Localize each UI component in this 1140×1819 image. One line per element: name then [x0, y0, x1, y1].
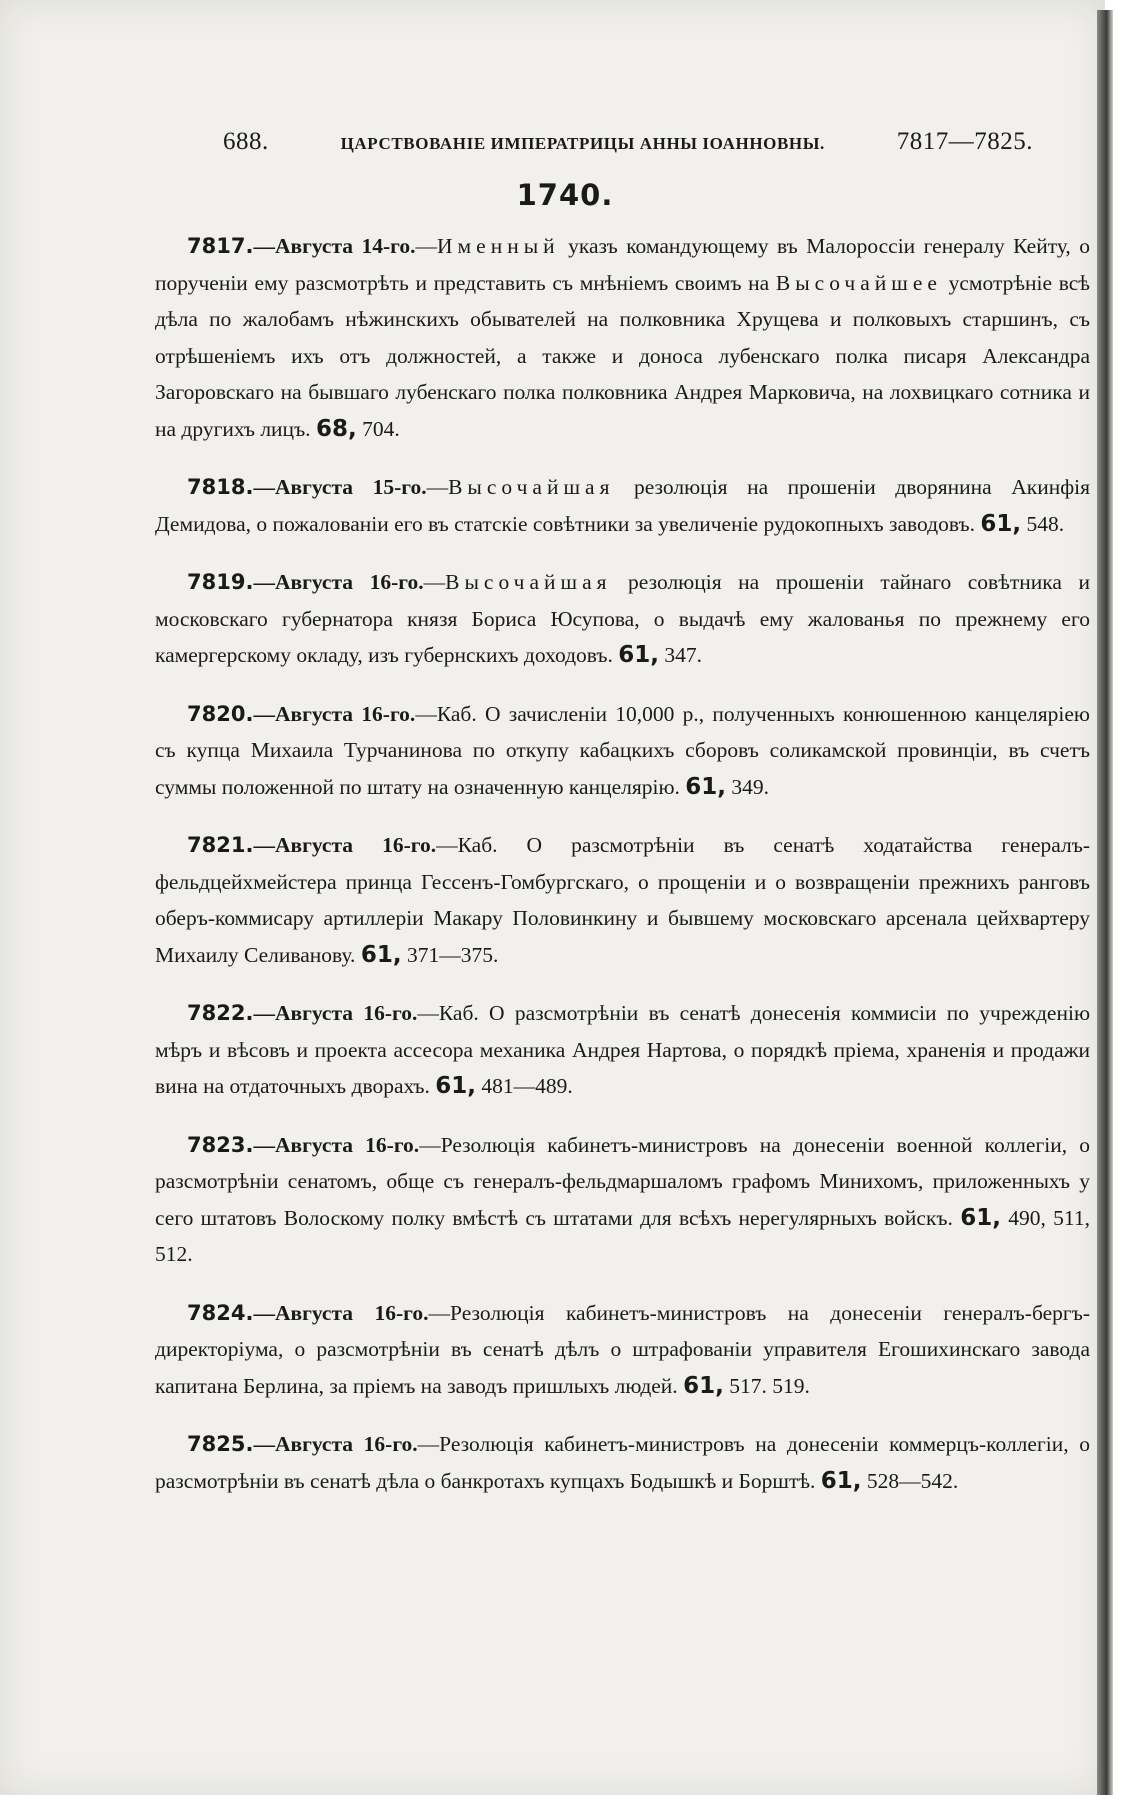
entry-date: —Августа 16-го. [253, 1300, 429, 1325]
entry-date: —Августа 16-го. [253, 1001, 418, 1025]
page-ref: 371—375. [401, 942, 499, 967]
entry-7819 [155, 564, 1090, 674]
entry-number: 7821. [187, 833, 254, 857]
page-ref: 517. 519. [723, 1373, 810, 1398]
volume-ref: 61, [820, 1467, 862, 1494]
entry-number: 7825. [187, 1432, 254, 1456]
entry-number: 7823. [187, 1132, 254, 1157]
entry-number: 7822. [187, 1001, 254, 1025]
entry-7825 [155, 1426, 1090, 1499]
reign-title: ЦАРСТВОВАНІЕ ИМПЕРАТРИЦЫ АННЫ ІОАННОВНЫ. [340, 134, 825, 153]
entry-text: резолюція на прошеніи тайнаго совѣтника и московскаго губернатора князя Бориса Юсупова, о выдачѣ ему жалованья по прежнему его камергерскому окладу, изъ губернскихъ доходовъ. [155, 570, 1091, 667]
page-ref: 704. [356, 416, 400, 441]
entry-7817 [155, 228, 1090, 447]
page-ref: 481—489. [476, 1074, 573, 1098]
entry-list [155, 228, 1090, 1521]
volume-ref: 61, [960, 1204, 1001, 1231]
entry-number: 7820. [187, 701, 254, 726]
entry-number: 7817. [187, 234, 254, 258]
page-ref: 347. [659, 643, 703, 667]
volume-ref: 61, [618, 642, 660, 668]
entry-date: —Августа 16-го. [253, 1132, 420, 1157]
entry-number: 7819. [187, 570, 254, 594]
entry-date: —Августа 16-го. [253, 570, 424, 594]
entry-date: —Августа 16-го. [253, 1432, 418, 1456]
spaced-word: Высочайшая [445, 570, 612, 594]
entry-text: — [426, 475, 449, 499]
entry-7818 [155, 469, 1090, 542]
volume-ref: 61, [683, 1372, 724, 1399]
entry-number: 7818. [187, 475, 254, 499]
entry-7822 [155, 995, 1090, 1105]
volume-ref: 68, [315, 415, 357, 442]
volume-ref: 61, [435, 1073, 477, 1099]
entry-text: —Резолюція кабинетъ-министровъ на донесеніи коммерцъ-коллегіи, о разсмотрѣніи въ сенатѣ дѣла о банкротахъ купцахъ Бодышкѣ и Борштѣ. [155, 1432, 1090, 1493]
entry-text: резолюція на прошеніи дворянина Акинфія Демидова, о пожалованіи его въ статскіе совѣтники за увеличеніе рудокопныхъ заводовъ. [155, 475, 1090, 536]
volume-ref: 61, [980, 510, 1022, 537]
year-heading: 1740. [516, 178, 614, 212]
entry-range: 7817—7825. [896, 128, 1033, 155]
page-ref: 490, 511, 512. [155, 1205, 1091, 1266]
running-header [223, 128, 1033, 156]
entry-date: —Августа 16-го. [253, 833, 437, 857]
entry-text: —Резолюція кабинетъ-министровъ на донесеніи генералъ-бергъ-директоріума, о разсмотрѣніи въ сенатѣ дѣлъ о штрафованіи управителя Егошихинскаго завода капитана Берлина, за пріемъ на заводъ пришлыхъ людей. [155, 1300, 1090, 1398]
page-number: 688. [223, 128, 269, 155]
entry-text: —Резолюція кабинетъ-министровъ на донесеніи военной коллегіи, о разсмотрѣніи сенатомъ, обще съ генералъ-фельдмаршаломъ графомъ Минихомъ, приложенныхъ у сего штатовъ Волоскому полку вмѣстѣ съ штатами для всѣхъ нерегулярныхъ войскъ. [155, 1132, 1090, 1230]
spaced-word: Высочайшее [775, 270, 942, 295]
entry-text: —Каб. О разсмотрѣніи въ сенатѣ ходатайства генералъ-фельдцейхмейстера принца Гессенъ-Гомбургскаго, о прощеніи и о возвращеніи прежнихъ ранговъ оберъ-коммисару артиллеріи Макару Половинкину и бывшему московскаго арсенала цейхвартеру Михаилу Селиванову. [155, 833, 1090, 967]
entry-text: указъ командующему въ Малороссіи генералу Кейту, о порученіи ему разсмотрѣть и представить съ мнѣніемъ своимъ на [155, 234, 1091, 295]
entry-date: —Августа 14-го. [253, 234, 416, 258]
entry-7824 [155, 1295, 1090, 1405]
spaced-word: Высочайшая [448, 475, 615, 499]
entry-text: усмотрѣніе всѣ дѣла по жалобамъ нѣжинскихъ обывателей на полковника Хрущева и полковыхъ старшинъ, съ отрѣшеніемъ ихъ отъ должностей, а также и доноса лубенскаго полка писаря Александра Загоровскаго на бывшаго лубенскаго полка полковника Андрея Марковича, на лохвицкаго сотника и на другихъ лицъ. [155, 270, 1090, 441]
page-ref: 548. [1021, 511, 1065, 536]
entry-7821 [155, 827, 1090, 973]
entry-date: —Августа 15-го. [253, 475, 427, 499]
volume-ref: 61, [360, 941, 402, 968]
entry-text: —Каб. О зачисленіи 10,000 р., полученныхъ конюшенною канцеляріею съ купца Михаила Турчанинова по откупу кабацкихъ сборовъ соликамской провинціи, въ счетъ суммы положенной по штату на означенную канцелярію. [155, 701, 1090, 799]
entry-text: —Каб. О разсмотрѣніи въ сенатѣ донесенія коммисіи по учрежденію мѣръ и вѣсовъ и проекта ассесора механика Андрея Нартова, о порядкѣ пріема, храненія и продажи вина на отдаточныхъ дворахъ. [155, 1001, 1091, 1098]
page-ref: 528—542. [861, 1468, 959, 1493]
page-edge-shadow [1097, 10, 1113, 1795]
page-ref: 349. [726, 774, 770, 799]
entry-text: — [415, 234, 438, 258]
entry-text: — [423, 570, 446, 594]
entry-7823 [155, 1127, 1090, 1273]
entry-date: —Августа 16-го. [253, 701, 416, 726]
spaced-word: Именный [437, 234, 560, 258]
volume-ref: 61, [685, 773, 727, 800]
entry-number: 7824. [187, 1300, 254, 1325]
entry-7820 [155, 696, 1090, 806]
